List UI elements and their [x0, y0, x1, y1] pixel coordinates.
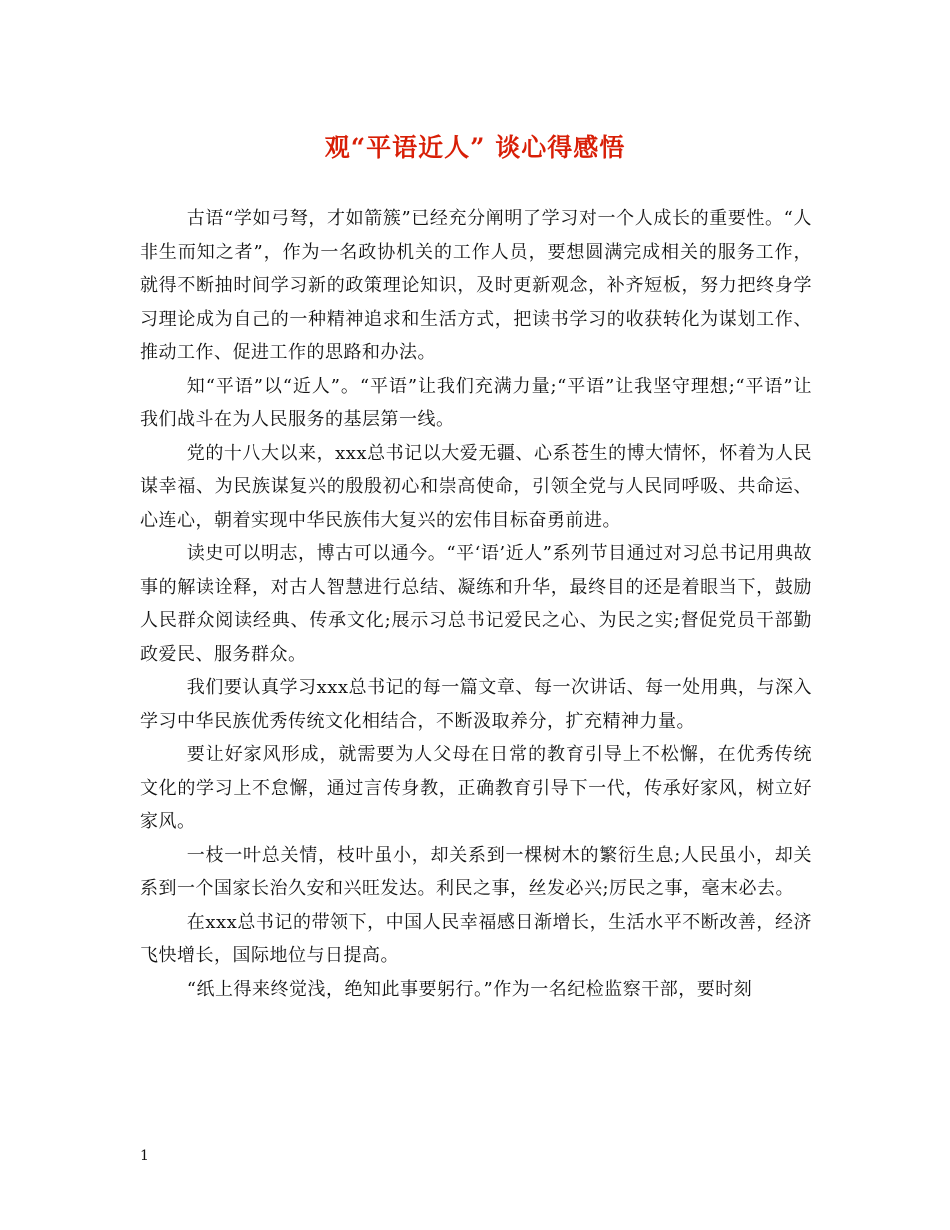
- paragraph: 一枝一叶总关情，枝叶虽小，却关系到一棵树木的繁衍生息;人民虽小，却关系到一个国家长治久安和兴旺发达。利民之事，丝发必兴;厉民之事，毫末必去。: [140, 844, 812, 899]
- paragraph: “纸上得来终觉浅，绝知此事要躬行。”作为一名纪检监察干部，要时刻: [186, 978, 753, 1000]
- paragraph: 在xxx总书记的带领下，中国人民幸福感日渐增长，生活水平不断改善，经济飞快增长，国际地位与日提高。: [140, 911, 812, 966]
- paragraph: 读史可以明志，博古可以通今。“平‘语’近人”系列节目通过对习总书记用典故事的解读诠释，对古人智慧进行总结、凝练和升华，最终目的还是着眼当下，鼓励人民群众阅读经典、传承文化;展示习总书记爱民之心、为民之实;督促党员干部勤政爱民、服务群众。: [140, 543, 812, 665]
- paragraph: 我们要认真学习xxx总书记的每一篇文章、每一次讲话、每一处用典，与深入学习中华民族优秀传统文化相结合，不断汲取养分，扩充精神力量。: [140, 677, 812, 732]
- document-title: 观“平语近人” 谈心得感悟: [324, 133, 626, 162]
- page-number: 1: [140, 1148, 149, 1164]
- paragraph: 要让好家风形成，就需要为人父母在日常的教育引导上不松懈，在优秀传统文化的学习上不怠懈，通过言传身教，正确教育引导下一代，传承好家风，树立好家风。: [140, 744, 812, 832]
- paragraph: 古语“学如弓弩，才如箭簇”已经充分阐明了学习对一个人成长的重要性。“人非生而知之者”，作为一名政协机关的工作人员，要想圆满完成相关的服务工作，就得不断抽时间学习新的政策理论知识，及时更新观念，补齐短板，努力把终身学习理论成为自己的一种精神追求和生活方式，把读书学习的收获转化为谋划工作、推动工作、促进工作的思路和办法。: [140, 208, 812, 363]
- document-body: [140, 202, 812, 1006]
- paragraph: 知“平语”以“近人”。“平语”让我们充满力量;“平语”让我坚守理想;“平语”让我们战斗在为人民服务的基层第一线。: [140, 375, 812, 430]
- paragraph: 党的十八大以来，xxx总书记以大爱无疆、心系苍生的博大情怀，怀着为人民谋幸福、为民族谋复兴的殷殷初心和崇高使命，引领全党与人民同呼吸、共命运、心连心，朝着实现中华民族伟大复兴的宏伟目标奋勇前进。: [140, 442, 812, 531]
